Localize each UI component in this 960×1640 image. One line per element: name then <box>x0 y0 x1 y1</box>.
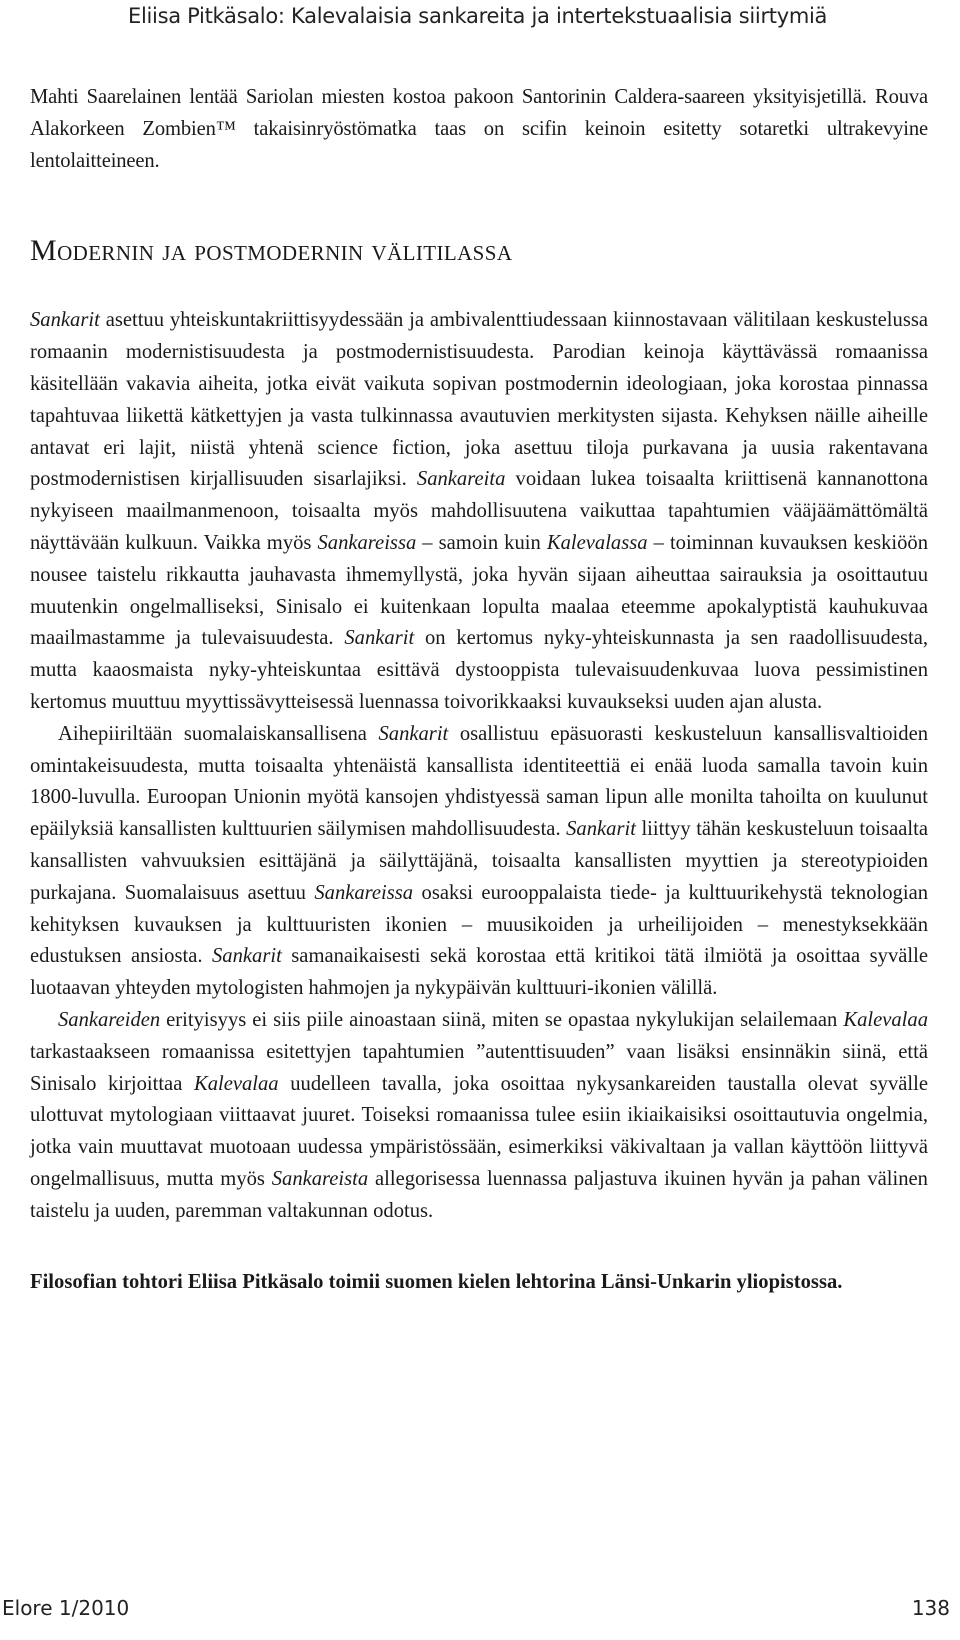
book-title: Sankarit <box>566 818 636 841</box>
book-title: Sankareista <box>271 1167 369 1190</box>
intro-paragraph: Mahti Saarelainen lentää Sariolan miesten kostoa pakoon Santorinin Caldera-saareen yksityisjetillä. Rouva Alakorkeen Zombien™ takaisinryöstömatka taas on scifin keinoin esitetty sotaretki ultrakevyine lentolaitteineen. <box>30 86 928 172</box>
paragraph-2 <box>30 719 928 1005</box>
paragraph-text: uudelleen tavalla, joka osoittaa nykysankareiden taustalla olevat syvälle ulottuvat mytologiaan viittaavat juuret. Toiseksi romaanissa tulee esiin ikiaikaisiksi osoittautuvia ongelmia, jotka vain muuttavat muotoaan uudessa ympäristössään, esimerkiksi väkivaltaan ja vallan käyttöön liittyvä ongelmallisuus, mutta myös <box>30 1072 928 1190</box>
book-title: Sankareiden <box>58 1008 161 1031</box>
paragraph-text: osaksi eurooppalaista tiede- ja kulttuurikehystä teknologian kehityksen kuvauksen ja kulttuuristen ikonien – muusikoiden ja urheilijoiden – menestyksekkään edustuksen ansiosta. <box>30 881 928 968</box>
paragraph-3 <box>30 1005 928 1228</box>
paragraph-text: voidaan lukea toisaalta kriittisenä kannanottona nykyiseen maailmanmenoon, toisaalta myös mahdollisuutena vaikuttaa tapahtumien vääjäämättömältä näyttävään kulkuun. Vaikka myös <box>30 468 928 554</box>
book-title: Kalevalassa <box>546 531 648 554</box>
running-header: Eliisa Pitkäsalo: Kalevalaisia sankareita ja intertekstuaalisia siirtymiä <box>128 4 828 28</box>
page-number: 138 <box>911 1596 950 1620</box>
book-title: Kalevalaa <box>193 1072 279 1095</box>
book-title: Kalevalaa <box>843 1008 928 1031</box>
book-title: Sankarit <box>378 722 449 745</box>
paragraph-text: Aihepiiriltään suomalaiskansallisena <box>58 722 379 745</box>
book-title: Sankarit <box>212 945 282 968</box>
article-body <box>30 82 928 1298</box>
paragraph-1 <box>30 305 928 718</box>
paragraph-text: asettuu yhteiskuntakriittisyydessään ja ambivalenttiudessaan kiinnostavaan välitilaan keskustelussa romaanin modernistisuudesta ja postmodernistisuudesta. Parodian keinoja käyttävässä romaanissa käsitellään vakavia aiheita, jotka eivät vaikuta sopivan postmodernin ideologiaan, joka korostaa pinnassa tapahtuvaa liikettä kätkettyjen ja vasta tulkinnassa avautuvien merkitysten sijasta. Kehyksen näille aiheille antavat eri lajit, niistä yhtenä science fiction, joka asettuu tiloja purkavana ja uusia rakentavana postmodernistisen kirjallisuuden sisarlajiksi. <box>30 309 928 491</box>
paragraph-text: osallistuu epäsuorasti keskusteluun kansallisvaltioiden omintakeisuudesta, mutta toisaalta yhtenäistä kansallista identiteettiä ei enää luoda samalla tavoin kuin 1800-luvulla. Euroopan Unionin myötä kansojen yhdistyessä saman lipun alle monilta tahoilta on kuulunut epäilyksiä kansallisten kulttuurien säilymisen mahdollisuudesta. <box>30 722 929 841</box>
paragraph-text: liittyy tähän keskusteluun toisaalta kansallisten vahvuuksien esittäjänä ja säilyttäjänä, toisaalta kansallisten myyttien ja stereotypioiden purkajana. Suomalaisuus asettuu <box>30 818 929 904</box>
section-heading: Modernin ja postmodernin välitilassa <box>30 234 513 268</box>
paragraph-text: on kertomus nyky-yhteiskunnasta ja sen raadollisuudesta, mutta kaaosmaista nyky-yhteiskuntaa esittävä dystooppista tulevaisuudenkuvaa luova pessimistinen kertomus muuttuu myyttissävytteisessä luennassa toivorikkaaksi kuvaukseksi uuden ajan alusta. <box>30 627 929 713</box>
book-title: Sankareita <box>416 468 506 491</box>
author-note: Filosofian tohtori Eliisa Pitkäsalo toimii suomen kielen lehtorina Länsi-Unkarin yliopistossa. <box>30 1270 843 1293</box>
paragraph-text: samanaikaisesti sekä korostaa että kritikoi tätä ilmiötä ja osoittaa syvälle luotaavan yhteyden mytologisten hahmojen ja nykypäivän kulttuuri-ikonien välillä. <box>30 945 928 1000</box>
paragraph-text: allegorisessa luennassa paljastuva ikuinen hyvän ja pahan välinen taistelu ja uuden, paremman valtakunnan odotus. <box>30 1167 928 1222</box>
book-title: Sankareissa <box>314 881 414 904</box>
paragraph-text: – samoin kuin <box>416 531 547 554</box>
book-title: Sankarit <box>30 309 100 332</box>
paragraph-text: – toiminnan kuvauksen keskiöön nousee taistelu rikkautta jauhavasta ihmemyllystä, joka hyvän sijaan aiheuttaa sairauksia ja osoittautuu muutenkin ongelmalliseksi, Sinisalo ei kuitenkaan lopulta maalaa eteemme apokalyptistä kauhukuvaa maailmastamme ja tulevaisuudesta. <box>30 531 928 650</box>
book-title: Sankarit <box>344 627 415 650</box>
journal-issue: Elore 1/2010 <box>2 1596 130 1620</box>
book-title: Sankareissa <box>317 531 417 554</box>
paragraph-text: tarkastaakseen romaanissa esitettyjen tapahtumien ”autenttisuuden” vaan lisäksi ensinnäkin siinä, että Sinisalo kirjoittaa <box>30 1040 928 1095</box>
paragraph-text: erityisyys ei siis piile ainoastaan siinä, miten se opastaa nykylukijan selailemaan <box>160 1008 844 1031</box>
